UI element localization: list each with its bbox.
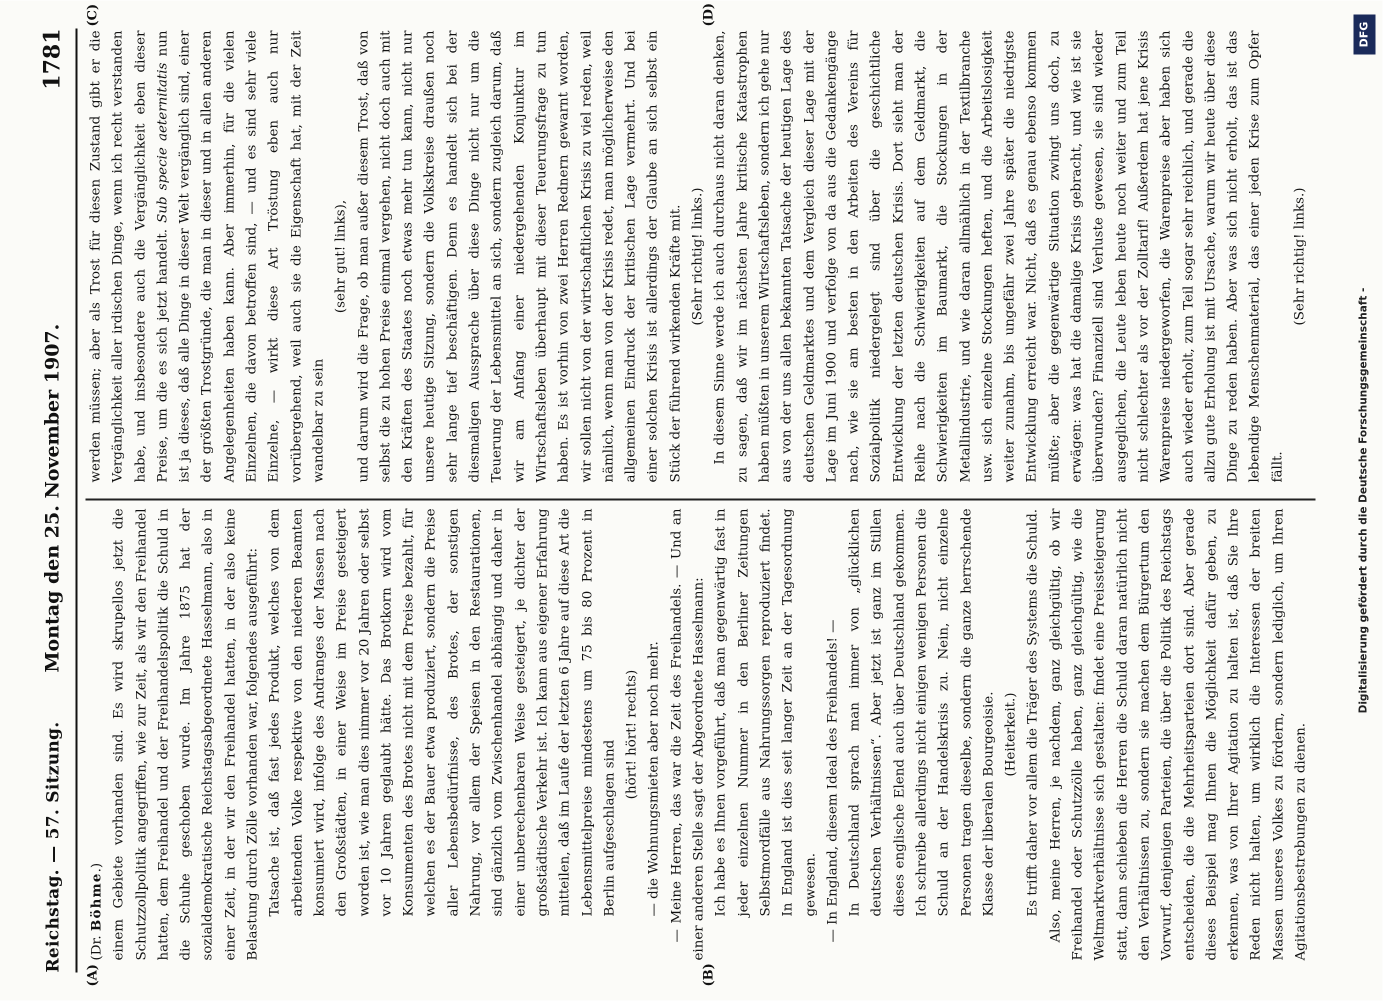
quotation: In Deutschland sprach man immer von „glücklichen deutschen Verhältnissen“. Aber jetzt ist ganz im Stillen dieses englische Elend auch über Deutschland gekommen. Ich schreibe allerdings nicht einigen wenigen Personen die Schuld an der Handelskrisis zu. Nein, nicht einzelne Personen tragen dieselbe, sondern die ganze herrschende Klasse der liberalen Bourgeoisie. bbox=[847, 508, 997, 917]
interjection: (Heiterkeit.) bbox=[1003, 692, 1019, 777]
header-rule bbox=[76, 29, 78, 973]
interjection bbox=[1313, 509, 1316, 961]
header-session: Reichstag. — 57. Sitzung. bbox=[43, 721, 64, 973]
quotation: Es trifft daher vor allem die Träger des Systems die Schuld. bbox=[1025, 508, 1041, 917]
quotation: Ich habe es Ihnen vorgeführt, daß man gegenwärtig fast in jeder einzelnen Nummer in den Berliner Zeitungen Selbstmordfälle aus Nahrungssorgen reproduziert findet. In England ist dies seit langer Zeit an der Tagesordnung gewesen. bbox=[713, 508, 818, 917]
speaker-suffix: .) bbox=[89, 862, 105, 873]
paragraph bbox=[86, 31, 331, 483]
margin-marker-a: (A) bbox=[85, 964, 101, 987]
paragraph bbox=[1312, 31, 1316, 483]
interjection: (Sehr richtig! links.) bbox=[1292, 187, 1308, 326]
page-number: 1781 bbox=[39, 28, 66, 90]
margin-marker-d: (D) bbox=[701, 2, 717, 27]
interjection: (sehr gut! links), bbox=[333, 199, 349, 314]
paragraph-text: werden müssen; aber als Trost für diesen Zustand gibt er die Vergänglichkeit aller irdischen Dinge, wenn ich recht verstanden habe, und insbesondere auch die Vergänglichkeit eben dieser Preise, um die es sich jetzt handelt. bbox=[88, 30, 171, 483]
interjection: (Sehr richtig! links.) bbox=[690, 187, 706, 326]
paragraph: einem Gebiete vorhanden sind. Es wird skrupellos jetzt die Schutzzollpolitik angegriffen, wie zur Zeit, als wir den Freihandel hatten, dem Freihandel und der Freihandelspolitik die Schuld in die Schuhe geschoben wurde. Im Jahre 1875 hat der sozialdemokratische Reichstagsabgeordnete Hasselmann, also in einer Zeit, in der wir den Freihandel hatten, in der also keine Belastung durch Zölle vorhanden war, folgendes ausgeführt: bbox=[111, 508, 261, 961]
header-date: Montag den 25. November 1907. bbox=[41, 323, 64, 673]
paragraph: — In England, diesem Ideal des Freihandels! — bbox=[825, 619, 841, 943]
latin-phrase: Sub specie aeternitatis bbox=[155, 62, 171, 223]
quotation: — die Wohnungsmieten aber noch mehr. bbox=[646, 641, 662, 917]
margin-marker-b: (B) bbox=[701, 963, 717, 987]
interjection: (hört! hört! rechts) bbox=[624, 669, 640, 800]
right-column bbox=[86, 31, 1316, 483]
document-page bbox=[0, 1, 1383, 1001]
speaker-name: Böhme bbox=[88, 872, 105, 932]
margin-marker-c: (C) bbox=[85, 3, 101, 27]
column-divider bbox=[86, 499, 1316, 501]
paragraph: — Meine Herren, das war die Zeit des Freihandels. — Und an einer anderen Stelle sagt der Abgeordnete Hasselmann: bbox=[669, 508, 707, 961]
digitization-credit: Digitalisierung gefördert durch die Deutsche Forschungsgemeinschaft - bbox=[1357, 287, 1370, 714]
speaker-prefix: (Dr. bbox=[89, 935, 105, 961]
speaker-line bbox=[86, 509, 109, 961]
quotation: Tatsache ist, daß fast jedes Produkt, welches von dem arbeitenden Volke respektive von den niederen Beamten konsumiert wird, infolge des Andranges der Massen nach den Großstädten, in einer Weise im Preise gesteigert worden ist, wie man dies nimmer vor 20 Jahren oder selbst vor 10 Jahren geglaubt hätte. Das Brotkorn wird vom Konsumenten des Brotes nicht mit dem Preise bezahlt, für welchen es der Bauer etwa produziert, sondern die Preise aller Lebensbedürfnisse, des Brotes, der sonstigen Nahrung, vor allem der Speisen in den Restaurationen, sind gänzlich vom Zwischenhandel abhängig und daher in einer unberechenbaren Weise gesteigert, je dichter der großstädtische Verkehr ist. Ich kann aus eigener Erfahrung mitteilen, daß im Laufe der letzten 6 Jahre auf diese Art die Lebensmittelpreise mindestens um 75 bis 80 Prozent in Berlin aufgeschlagen sind bbox=[267, 508, 618, 917]
paragraph: und darum wird die Frage, ob man außer diesem Trost, daß von selbst die zu hohen Preise einmal vergehen, nicht doch auch mit den Kräften des Staates noch etwas mehr tun kann, nicht nur unsere heutige Sitzung, sondern die Volkskreise draußen noch sehr lange tief beschäftigen. Denn es handelt sich bei der diesmaligen Aussprache über diese Dinge nicht nur um die Teuerung der Lebensmittel an sich, sondern zugleich darum, daß wir am Anfang einer niedergehenden Konjunktur im Wirtschaftsleben überhaupt mit dieser Teuerungsfrage zu tun haben. Es ist vorhin von zwei Herren Rednern gewarnt worden, wir sollen nicht von der wirtschaftlichen Krisis zu viel reden, weil nämlich, wenn man von der Krisis redet, man möglicherweise den allgemeinen Eindruck der kritischen Lage vermehrt. Und bei einer solchen Krisis ist allerdings der Glaube an sich selbst ein Stück der führend wirkenden Kräfte mit. bbox=[356, 30, 684, 483]
paragraph: In diesem Sinne werde ich auch durchaus nicht daran denken, zu sagen, daß wir im nächsten Jahre kritische Katastrophen haben müßten in unserem Wirtschaftsleben, sondern ich gehe nur aus von der uns allen bekannten Tatsache der heutigen Lage des deutschen Geldmarktes und dem Vergleich dieser Lage mit der Lage im Juni 1900 und verfolge von da aus die Gedankengänge nach, wie sie am besten in den Arbeiten des Vereins für Sozialpolitik niedergelegt sind über die geschichtliche Entwicklung der letzten deutschen Krisis. Dort sieht man der Reihe nach die Schwierigkeiten auf dem Geldmarkt, die Schwierigkeiten im Baumarkt, die Stockungen in der Metallindustrie, und wie daran allmählich in der Textilbranche usw. sich einzelne Stockungen heften, und die Arbeitslosigkeit weiter zunahm, bis ungefähr zwei Jahre später die niedrigste Entwicklung erreicht war. Nicht, daß es genau ebenso kommen müßte; aber die gegenwärtige Situation zwingt uns doch, zu erwägen: was hat die damalige Krisis gebracht, und wie ist sie überwunden? Finanziell sind Verluste gewesen, sie sind wieder ausgeglichen, die Leute leben heute noch weiter und zum Teil nicht schlechter als vor der Zolltarif! Außerdem hat jene Krisis Warenpreise niedergeworfen, die Warenpreise aber haben sich auch wieder erholt, zum Teil sogar sehr reichlich, und gerade die allzu gute Erholung ist mit Ursache, warum wir heute über diese Dinge zu reden haben. Aber was sich nicht erholt, das ist das lebendige Menschenmaterial, das einer jeden Krise zum Opfer fällt. bbox=[712, 30, 1286, 483]
paragraph-text: nun ist ja dieses, daß alle Dinge in dieser Welt vergänglich sind, einer der größten Trostgründe, die man in dieser und in allen anderen Angelegenheiten haben kann. Aber immerhin, für die vielen Einzelnen, die davon betroffen sind, — und es sind sehr viele Einzelne, — wirkt diese Art Tröstung eben auch nur vorübergehend, weil auch sie die Eigenschaft hat, mit der Zeit wandelbar zu sein bbox=[155, 30, 327, 483]
left-column bbox=[86, 509, 1316, 961]
dfg-logo: DFG bbox=[1354, 15, 1376, 55]
page-header bbox=[36, 29, 76, 973]
paragraph: Also, meine Herren, je nachdem, ganz gleichgültig, ob wir Freihandel oder Schutzzölle haben, ganz gleichgültig, wie die Weltmarktverhältnisse sich gestalten: findet eine Preissteigerung statt, dann schieben die Herren die Schuld daran natürlich nicht den Verhältnissen zu, sondern sie machen dem Bürgertum den Vorwurf, denjenigen Parteien, die über die Politik des Reichstags entscheiden, die die Mehrheitsparteien dort sind. Aber gerade dieses Beispiel mag Ihnen die Möglichkeit dafür geben, zu erkennen, was von Ihrer Agitation zu halten ist, daß Sie Ihre Reden nicht halten, um wirklich die Interessen der breiten Massen unseres Volkes zu fördern, sondern lediglich, um Ihren Agitationsbestrebungen zu dienen. bbox=[1048, 508, 1309, 961]
